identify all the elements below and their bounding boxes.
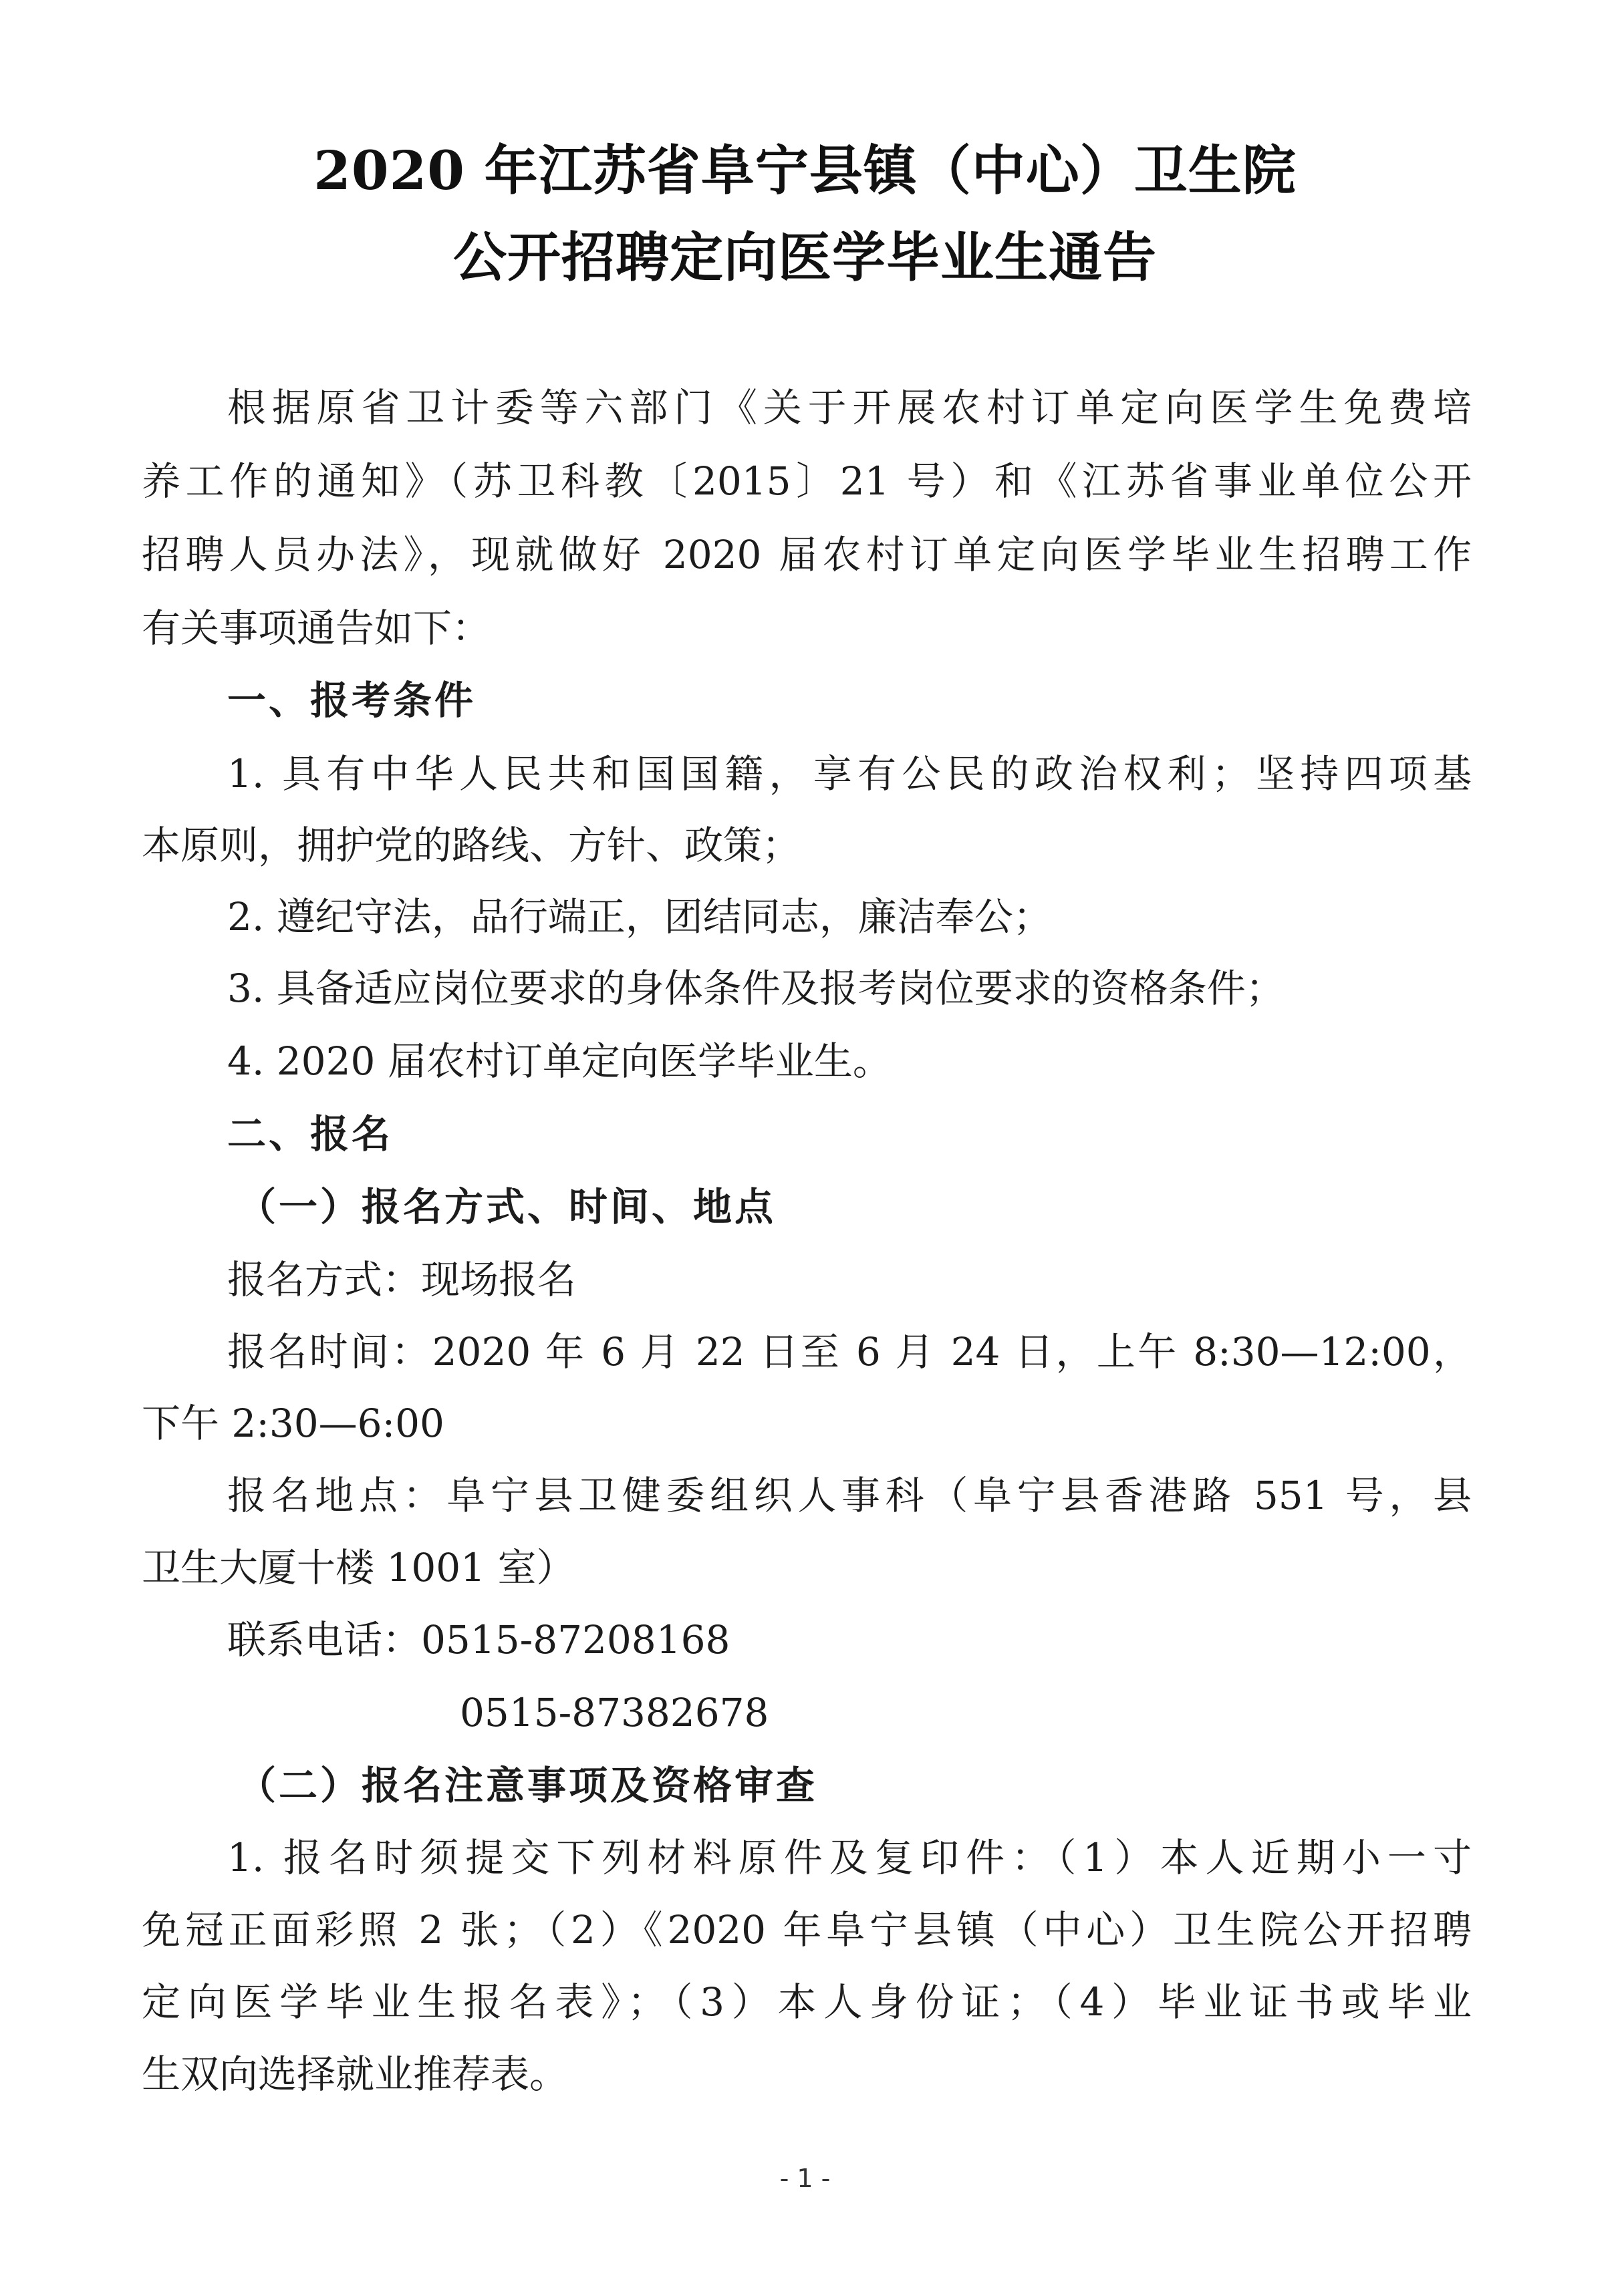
materials-line-4: 生双向选择就业推荐表。 xyxy=(142,2051,569,2097)
intro-line-3: 招聘人员办法》，现就做好 2020 届农村订单定向医学毕业生招聘工作 xyxy=(142,532,1472,577)
page-number: - 1 - xyxy=(779,2164,831,2193)
intro-line-4: 有关事项通告如下： xyxy=(142,605,491,651)
section-1-item-1: 1. 具有中华人民共和国国籍，享有公民的政治权利；坚持四项基 xyxy=(227,751,1472,797)
contact-phone-line-1: 联系电话：0515-87208168 xyxy=(227,1617,730,1663)
registration-time-line-1: 报名时间：2020 年 6 月 22 日至 6 月 24 日，上午 8:30—12:00， xyxy=(227,1329,1472,1375)
section-1-item-2: 2. 遵纪守法，品行端正，团结同志，廉洁奉公； xyxy=(227,894,1052,940)
materials-line-3: 定向医学毕业生报名表》；（3）本人身份证；（4）毕业证书或毕业 xyxy=(142,1979,1472,2025)
materials-line-2: 免冠正面彩照 2 张；（2）《2020 年阜宁县镇（中心）卫生院公开招聘 xyxy=(142,1907,1472,1953)
intro-line-1: 根据原省卫计委等六部门《关于开展农村订单定向医学生免费培 xyxy=(227,385,1472,430)
registration-time-line-2: 下午 2:30—6:00 xyxy=(142,1401,444,1446)
registration-place-line-1: 报名地点：阜宁县卫健委组织人事科（阜宁县香港路 551 号，县 xyxy=(227,1473,1472,1518)
section-1-item-4: 4. 2020 届农村订单定向医学毕业生。 xyxy=(227,1038,892,1084)
section-1-item-3: 3. 具备适应岗位要求的身体条件及报考岗位要求的资格条件； xyxy=(227,966,1285,1011)
section-1-heading: 一、报考条件 xyxy=(227,678,477,723)
materials-line-1: 1. 报名时须提交下列材料原件及复印件：（1）本人近期小一寸 xyxy=(227,1835,1472,1880)
document-title-line-1: 2020 年江苏省阜宁县镇（中心）卫生院 xyxy=(313,139,1297,202)
registration-place-line-2: 卫生大厦十楼 1001 室） xyxy=(142,1545,575,1590)
registration-method: 报名方式：现场报名 xyxy=(227,1257,577,1302)
intro-line-2: 养工作的通知》（苏卫科教〔2015〕21 号）和《江苏省事业单位公开 xyxy=(142,458,1472,504)
section-2-sub-1-heading: （一）报名方式、时间、地点 xyxy=(237,1184,777,1230)
document-title-line-2: 公开招聘定向医学毕业生通告 xyxy=(453,226,1157,289)
section-2-heading: 二、报名 xyxy=(227,1111,394,1157)
contact-phone-line-2: 0515-87382678 xyxy=(460,1690,769,1735)
section-2-sub-2-heading: （二）报名注意事项及资格审查 xyxy=(237,1763,818,1808)
section-1-item-1-cont: 本原则，拥护党的路线、方针、政策； xyxy=(142,823,801,868)
